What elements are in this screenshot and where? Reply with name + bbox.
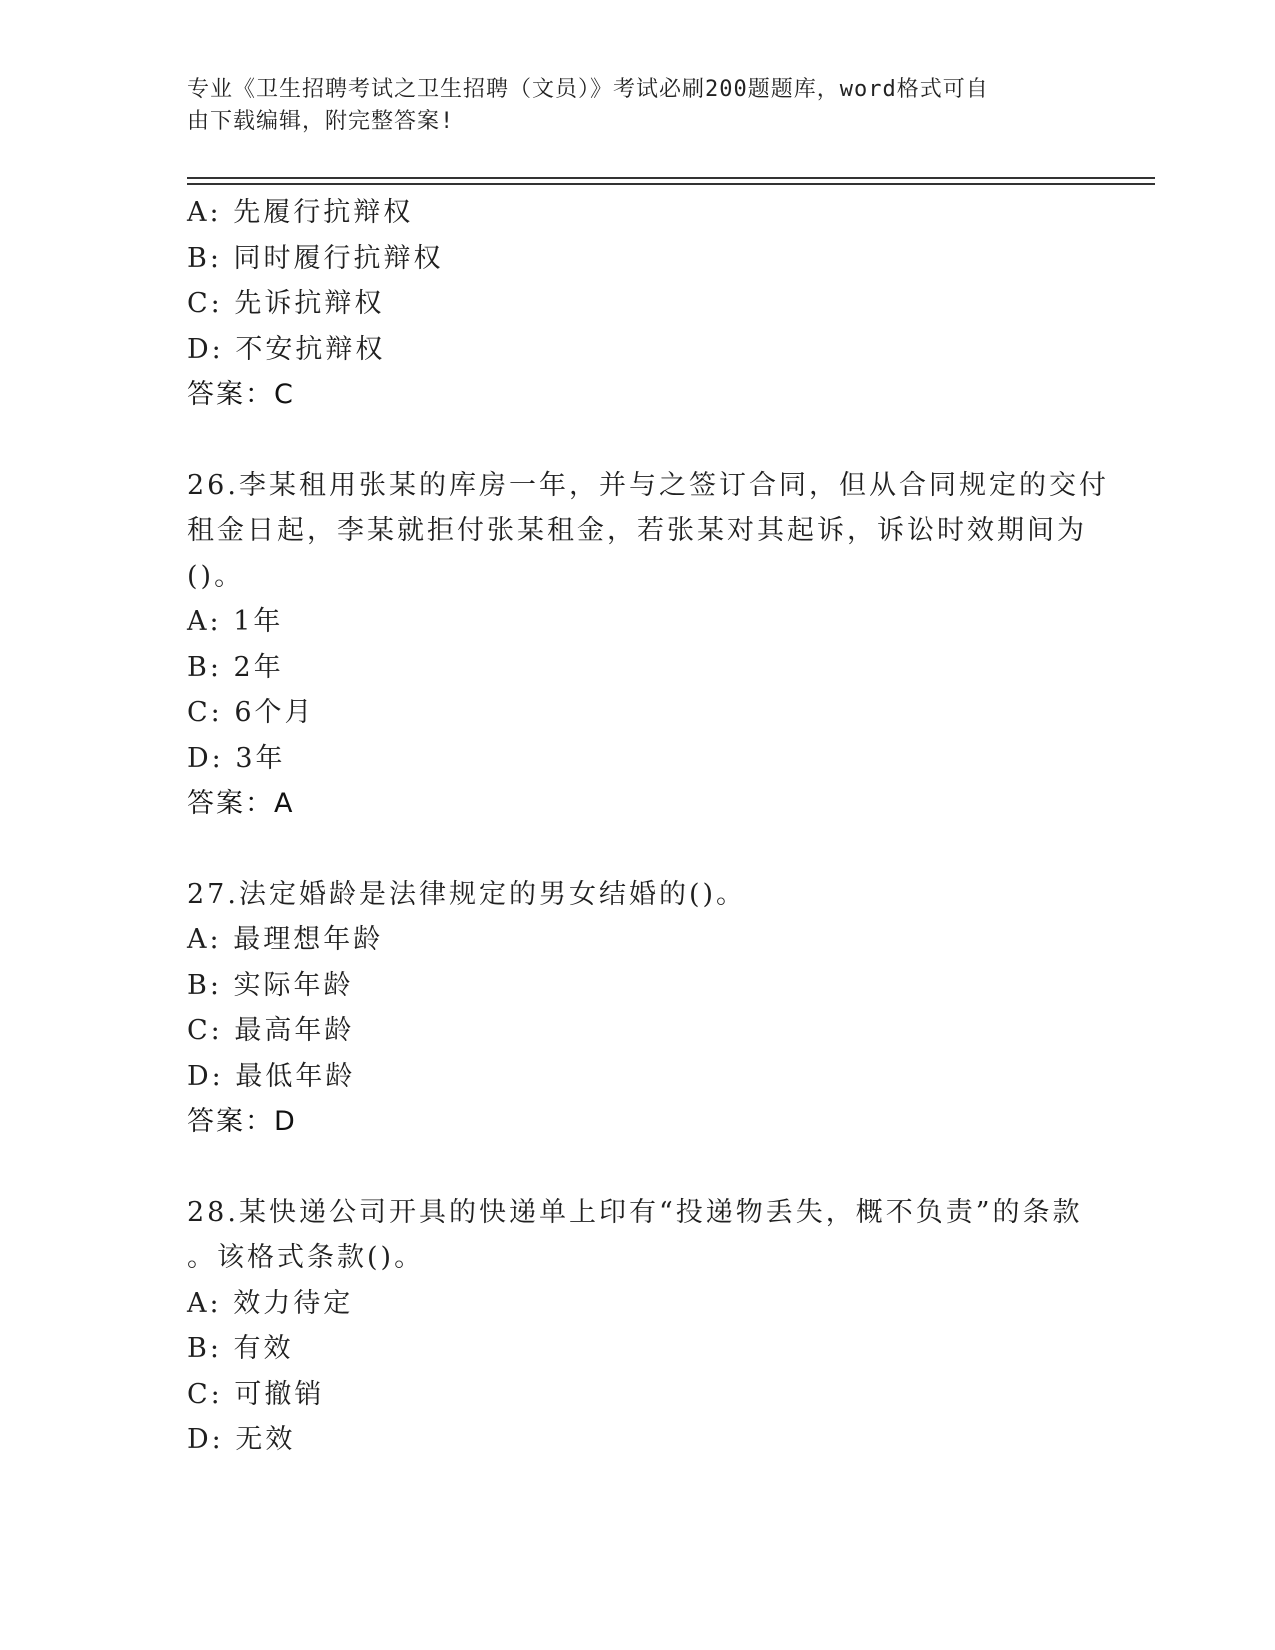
option-label: C: bbox=[187, 1015, 223, 1046]
option-d bbox=[187, 1054, 1087, 1100]
option-b bbox=[187, 1326, 1087, 1372]
option-a bbox=[187, 599, 1087, 645]
option-c bbox=[187, 690, 1087, 736]
option-text: 先诉抗辩权 bbox=[234, 288, 385, 319]
option-text: 1年 bbox=[233, 606, 284, 637]
question-text-line-1: 26.李某租用张某的库房一年，并与之签订合同，但从合同规定的交付 bbox=[187, 469, 1109, 501]
option-a bbox=[187, 917, 1087, 963]
answer-line bbox=[187, 372, 1087, 418]
option-label: D: bbox=[187, 1424, 224, 1455]
answer-value: A bbox=[274, 788, 295, 819]
option-text: 可撤销 bbox=[234, 1378, 325, 1410]
question-text-line-1: 28.某快递公司开具的快递单上印有“投递物丢失，概不负责”的条款 bbox=[187, 1196, 1083, 1228]
document-header bbox=[187, 74, 1067, 138]
option-label: A: bbox=[187, 924, 222, 955]
option-label: A: bbox=[187, 1287, 222, 1319]
answer-label: 答案： bbox=[187, 379, 274, 410]
option-text: 不安抗辩权 bbox=[235, 333, 386, 365]
question-27 bbox=[187, 872, 1087, 1145]
question-text-line-2: 租金日起，李某就拒付张某租金，若张某对其起诉，诉讼时效期间为 bbox=[187, 515, 1087, 546]
question-28 bbox=[187, 1190, 1087, 1463]
option-text: 3年 bbox=[235, 742, 286, 774]
header-line-2: 由下载编辑，附完整答案! bbox=[187, 109, 455, 134]
option-text: 无效 bbox=[235, 1424, 296, 1455]
header-line-1: 专业《卫生招聘考试之卫生招聘（文员）》考试必刷200题题库，word格式可自 bbox=[187, 77, 989, 102]
option-b bbox=[187, 645, 1087, 691]
option-label: A: bbox=[187, 197, 222, 228]
answer-label: 答案： bbox=[187, 1106, 274, 1137]
option-c bbox=[187, 1372, 1087, 1418]
answer-value: D bbox=[274, 1106, 297, 1137]
option-text: 效力待定 bbox=[233, 1287, 354, 1319]
answer-line bbox=[187, 781, 1087, 827]
option-c bbox=[187, 1008, 1087, 1054]
option-a bbox=[187, 1281, 1087, 1327]
option-a bbox=[187, 190, 1087, 236]
header-rule-bottom bbox=[187, 183, 1155, 185]
question-text-line-3: ()。 bbox=[187, 560, 245, 592]
option-label: D: bbox=[187, 333, 224, 365]
answer-line bbox=[187, 1099, 1087, 1145]
answer-value: C bbox=[274, 379, 295, 410]
option-text: 最高年龄 bbox=[234, 1015, 355, 1046]
option-c bbox=[187, 281, 1087, 327]
option-b bbox=[187, 236, 1087, 282]
option-d bbox=[187, 327, 1087, 373]
question-26 bbox=[187, 463, 1109, 827]
option-label: C: bbox=[187, 288, 223, 319]
option-label: B: bbox=[187, 242, 222, 274]
option-text: 同时履行抗辩权 bbox=[233, 242, 444, 274]
question-text-line-2: 。该格式条款()。 bbox=[187, 1242, 425, 1273]
option-d bbox=[187, 736, 1087, 782]
option-label: C: bbox=[187, 1378, 223, 1410]
option-text: 先履行抗辩权 bbox=[233, 197, 414, 228]
option-b bbox=[187, 963, 1087, 1009]
question-list bbox=[187, 190, 1109, 1463]
option-label: B: bbox=[187, 969, 222, 1001]
option-label: B: bbox=[187, 1333, 222, 1364]
option-label: D: bbox=[187, 1060, 224, 1092]
option-text: 最低年龄 bbox=[235, 1060, 356, 1092]
option-text: 实际年龄 bbox=[233, 969, 354, 1001]
option-text: 2年 bbox=[233, 651, 284, 683]
question-25 bbox=[187, 190, 1087, 418]
question-text-line-1: 27.法定婚龄是法律规定的男女结婚的()。 bbox=[187, 878, 747, 910]
option-text: 6个月 bbox=[234, 697, 315, 728]
option-label: A: bbox=[187, 606, 222, 637]
option-label: C: bbox=[187, 697, 223, 728]
option-d bbox=[187, 1417, 1087, 1463]
option-label: D: bbox=[187, 742, 224, 774]
option-text: 最理想年龄 bbox=[233, 924, 384, 955]
answer-label: 答案： bbox=[187, 788, 274, 819]
header-rule-top bbox=[187, 177, 1155, 179]
option-label: B: bbox=[187, 651, 222, 683]
option-text: 有效 bbox=[233, 1333, 294, 1364]
